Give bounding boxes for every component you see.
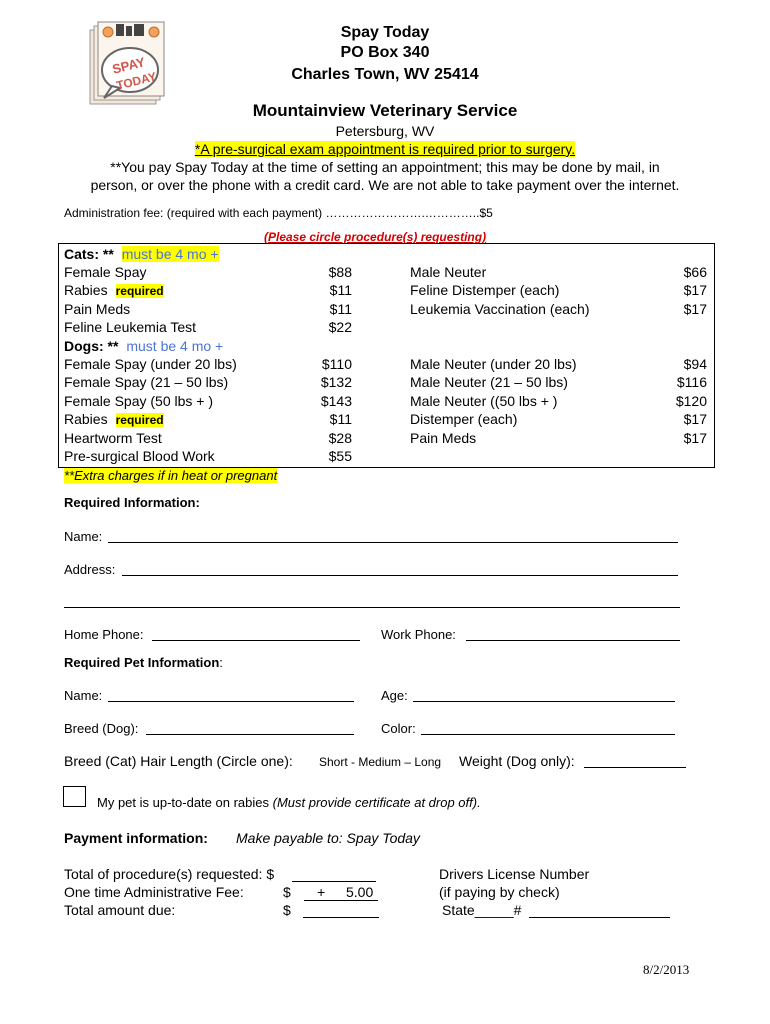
admin-fee-underline <box>304 900 378 901</box>
procedure-price: $17 <box>683 282 707 299</box>
procedure-name: Male Neuter (21 – 50 lbs) <box>410 374 568 391</box>
procedure-price: $55 <box>328 448 352 464</box>
procedure-price: $11 <box>329 300 352 317</box>
procedure-name: Rabies <box>64 282 108 299</box>
procedure-price: $94 <box>683 356 707 372</box>
admin-fee-dollar: $ <box>283 884 291 900</box>
cat-procedure-row[interactable] <box>64 282 164 298</box>
pet-name-field[interactable] <box>108 701 354 702</box>
org-pobox: PO Box 340 <box>340 44 430 61</box>
procedure-price: $116 <box>676 374 707 391</box>
total-procedures-field[interactable] <box>292 881 376 882</box>
cat-procedure-row[interactable] <box>64 301 130 317</box>
home-phone-label: Home Phone: <box>64 627 144 642</box>
extra-charges-note <box>64 467 277 485</box>
color-label: Color: <box>381 721 416 736</box>
license-number-field[interactable] <box>529 917 670 918</box>
rabies-statement <box>97 795 481 810</box>
cat-procedure-row[interactable] <box>64 264 146 280</box>
form-date: 8/2/2013 <box>643 962 690 977</box>
pet-age-label: Age: <box>381 688 408 703</box>
dog-procedure-row[interactable] <box>410 356 577 372</box>
org-name: Spay Today <box>340 24 430 41</box>
procedure-name: Pain Meds <box>64 300 131 317</box>
home-phone-field[interactable] <box>152 640 360 641</box>
required-tag: required <box>115 413 164 428</box>
cat-procedure-row[interactable] <box>410 301 590 317</box>
pet-info-title: Required Pet Information <box>64 655 220 670</box>
work-phone-label: Work Phone: <box>381 627 456 642</box>
rabies-text: My pet is up-to-date on rabies <box>97 795 269 810</box>
hair-length-options[interactable]: Short - Medium – Long <box>319 755 442 769</box>
circle-note: (Please circle procedure(s) requesting) <box>264 230 487 244</box>
procedure-name: Female Spay (21 – 50 lbs) <box>64 374 229 391</box>
procedure-price: $132 <box>320 374 352 391</box>
total-due-field[interactable] <box>303 917 379 918</box>
procedure-price: $22 <box>328 319 352 336</box>
dog-procedure-row[interactable] <box>64 356 237 372</box>
dogs-title: Dogs: ** <box>64 338 119 354</box>
cat-procedure-row[interactable] <box>410 282 559 298</box>
drivers-license-note: (if paying by check) <box>439 884 560 900</box>
breed-cat-label: Breed (Cat) Hair Length (Circle one): <box>64 753 293 769</box>
procedure-price: $66 <box>683 264 707 280</box>
procedure-name: Female Spay (under 20 lbs) <box>64 356 237 372</box>
address-field-line2[interactable] <box>64 607 680 608</box>
dog-procedure-row[interactable] <box>410 430 476 446</box>
state-label: State_____# <box>442 902 522 918</box>
procedure-price: $88 <box>328 264 352 280</box>
name-label: Name: <box>64 529 103 544</box>
total-due-label: Total amount due: <box>64 902 176 918</box>
dog-procedure-row[interactable] <box>64 374 228 390</box>
weight-field[interactable] <box>584 767 686 768</box>
exam-note: *A pre-surgical exam appointment is required prior to surgery. <box>194 141 576 157</box>
procedure-price: $143 <box>320 392 352 409</box>
procedure-name: Male Neuter ((50 lbs + ) <box>410 392 558 409</box>
pet-age-field[interactable] <box>413 701 675 702</box>
logo-text-spay: SPAY <box>110 54 147 77</box>
cat-procedure-row[interactable] <box>410 264 486 280</box>
payment-title: Payment information: <box>64 830 208 846</box>
admin-fee-note: Administration fee: (required with each payment) …………………….…………..$5 <box>64 206 493 220</box>
dog-procedure-row[interactable] <box>64 411 164 427</box>
work-phone-field[interactable] <box>466 640 680 641</box>
pet-name-label: Name: <box>64 688 103 703</box>
procedure-name: Female Spay <box>64 264 147 280</box>
dog-procedure-row[interactable] <box>410 374 568 390</box>
pet-info-title-colon: : <box>219 655 223 670</box>
procedure-price: $110 <box>321 356 352 372</box>
exam-note-row <box>0 141 770 159</box>
procedure-name: Female Spay (50 lbs + ) <box>64 392 214 409</box>
procedure-name: Rabies <box>64 411 108 428</box>
total-due-dollar: $ <box>283 902 291 918</box>
dog-procedure-row[interactable] <box>64 448 215 464</box>
drivers-license-label: Drivers License Number <box>439 866 590 882</box>
dog-procedure-row[interactable] <box>64 430 162 446</box>
admin-fee-plus: + <box>317 884 326 900</box>
weight-label: Weight (Dog only): <box>459 753 575 769</box>
logo-text-today: TODAY <box>114 69 158 93</box>
breed-dog-label: Breed (Dog): <box>64 721 139 736</box>
clinic-city: Petersburg, WV <box>335 123 435 139</box>
address-field[interactable] <box>122 575 678 576</box>
rabies-checkbox[interactable] <box>63 786 86 807</box>
cats-age-note: must be 4 mo + <box>121 246 219 262</box>
procedure-name: Distemper (each) <box>410 411 518 428</box>
procedure-name: Leukemia Vaccination (each) <box>410 300 590 317</box>
dog-procedure-row[interactable] <box>410 411 517 427</box>
pet-info-title-row <box>64 655 223 670</box>
procedure-price: $120 <box>675 392 707 409</box>
dogs-heading <box>64 338 223 354</box>
total-procedures-label: Total of procedure(s) requested: $ <box>64 866 275 882</box>
extra-charges-text: **Extra charges if in heat or pregnant <box>64 468 278 483</box>
dog-procedure-row[interactable] <box>410 393 557 409</box>
rabies-note: (Must provide certificate at drop off). <box>272 795 481 810</box>
procedure-price: $11 <box>329 282 352 299</box>
cat-procedure-row[interactable] <box>64 319 196 335</box>
dog-procedure-row[interactable] <box>64 393 213 409</box>
procedure-price: $17 <box>683 411 707 428</box>
address-label: Address: <box>64 562 116 577</box>
procedure-price: $17 <box>683 429 707 446</box>
breed-dog-field[interactable] <box>146 734 354 735</box>
procedure-price: $17 <box>683 300 707 317</box>
procedure-price: $28 <box>328 429 352 446</box>
procedure-name: Feline Distemper (each) <box>410 282 560 299</box>
org-city: Charles Town, WV 25414 <box>291 66 479 83</box>
cats-heading <box>64 246 219 262</box>
color-field[interactable] <box>421 734 675 735</box>
cats-title: Cats: ** <box>64 246 114 262</box>
procedure-price: $11 <box>329 411 352 428</box>
procedure-name: Male Neuter <box>410 264 487 280</box>
procedure-name: Pre-surgical Blood Work <box>64 448 215 464</box>
required-info-title: Required Information: <box>64 495 200 510</box>
pay-note-line1: **You pay Spay Today at the time of setting an appointment; this may be done by mail, in <box>110 159 660 175</box>
admin-fee-label: One time Administrative Fee: <box>64 884 244 900</box>
procedure-name: Feline Leukemia Test <box>64 319 197 336</box>
required-tag: required <box>115 284 164 299</box>
payable-note: Make payable to: Spay Today <box>236 830 420 846</box>
dogs-age-note: must be 4 mo + <box>126 338 224 354</box>
admin-fee-value: 5.00 <box>346 884 374 900</box>
procedure-name: Heartworm Test <box>64 429 162 446</box>
procedure-name: Male Neuter (under 20 lbs) <box>410 356 577 372</box>
clinic-name: Mountainview Veterinary Service <box>252 101 518 120</box>
procedure-name: Pain Meds <box>410 429 477 446</box>
name-field[interactable] <box>108 542 678 543</box>
pay-note-line2: person, or over the phone with a credit card. We are not able to take payment over the internet. <box>90 177 680 193</box>
